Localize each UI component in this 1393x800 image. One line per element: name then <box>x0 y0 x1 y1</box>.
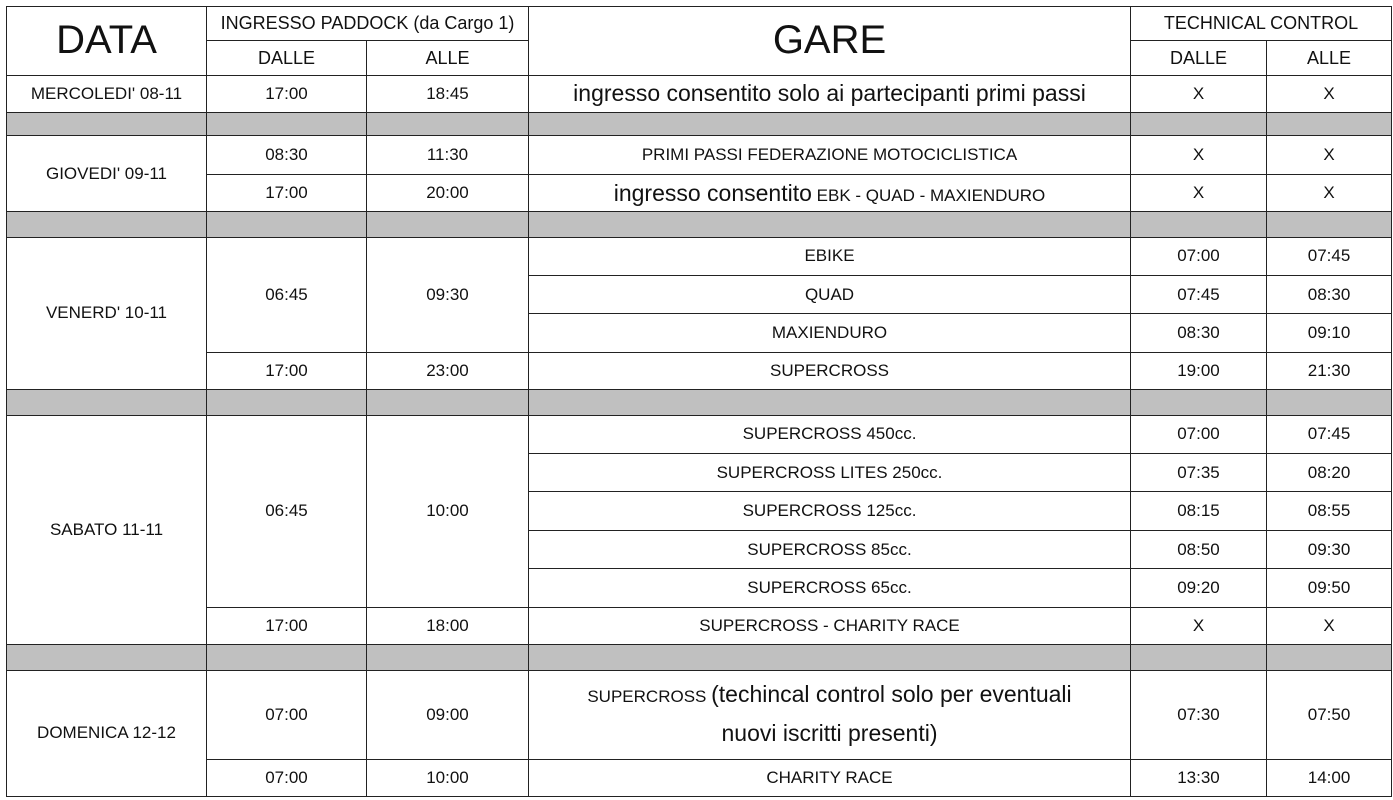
tc-dalle-cell: X <box>1131 75 1267 112</box>
tc-dalle-cell: 07:00 <box>1131 415 1267 453</box>
tc-alle-cell: 07:45 <box>1267 415 1392 453</box>
gara-cell: EBIKE <box>529 237 1131 275</box>
gara-cell: SUPERCROSS 125cc. <box>529 492 1131 530</box>
tc-dalle-cell: 07:35 <box>1131 454 1267 492</box>
tc-alle-cell: 07:45 <box>1267 237 1392 275</box>
tc-dalle-cell: X <box>1131 136 1267 174</box>
header-row-1 <box>7 7 1392 41</box>
data-header: DATA <box>7 7 207 76</box>
tc-dalle-cell: 07:00 <box>1131 237 1267 275</box>
gara-cell: SUPERCROSS LITES 250cc. <box>529 454 1131 492</box>
tc-alle-cell: 09:30 <box>1267 530 1392 568</box>
tc-dalle-cell: X <box>1131 607 1267 644</box>
tc-dalle-cell: 08:15 <box>1131 492 1267 530</box>
ingresso-dalle-cell: 06:45 <box>207 415 367 607</box>
table-row <box>7 415 1392 453</box>
ingresso-alle-cell: 18:00 <box>367 607 529 644</box>
tc-dalle-cell: 08:50 <box>1131 530 1267 568</box>
table-row <box>7 136 1392 174</box>
separator-row <box>7 390 1392 415</box>
gara-cell: CHARITY RACE <box>529 759 1131 797</box>
separator-row <box>7 212 1392 237</box>
table-row <box>7 237 1392 275</box>
ingresso-alle-cell: 11:30 <box>367 136 529 174</box>
tc-alle-cell: X <box>1267 607 1392 644</box>
table-row <box>7 352 1392 389</box>
tc-alle-cell: 09:10 <box>1267 314 1392 352</box>
gara-text-large-line2: nuovi iscritti presenti) <box>721 719 938 746</box>
ingresso-alle-cell: 20:00 <box>367 174 529 211</box>
tc-alle-cell: 21:30 <box>1267 352 1392 389</box>
table-row <box>7 670 1392 759</box>
gara-cell: QUAD <box>529 276 1131 314</box>
gara-text-large: ingresso consentito <box>613 179 812 206</box>
schedule-table <box>6 6 1392 797</box>
tc-dalle-cell: 13:30 <box>1131 759 1267 797</box>
ingresso-dalle-cell: 07:00 <box>207 759 367 797</box>
gara-cell: SUPERCROSS 65cc. <box>529 569 1131 607</box>
tc-dalle-header: DALLE <box>1131 41 1267 75</box>
gara-cell <box>529 174 1131 211</box>
ingresso-dalle-cell: 17:00 <box>207 75 367 112</box>
ingresso-alle-cell: 10:00 <box>367 415 529 607</box>
ingresso-alle-cell: 23:00 <box>367 352 529 389</box>
tc-dalle-cell: 08:30 <box>1131 314 1267 352</box>
separator-row <box>7 645 1392 670</box>
day-cell: DOMENICA 12-12 <box>7 670 207 797</box>
tc-alle-cell: X <box>1267 75 1392 112</box>
gara-cell: MAXIENDURO <box>529 314 1131 352</box>
ingresso-alle-header: ALLE <box>367 41 529 75</box>
gara-cell: SUPERCROSS 450cc. <box>529 415 1131 453</box>
ingresso-dalle-cell: 17:00 <box>207 607 367 644</box>
gara-cell: PRIMI PASSI FEDERAZIONE MOTOCICLISTICA <box>529 136 1131 174</box>
ingresso-paddock-header: INGRESSO PADDOCK (da Cargo 1) <box>207 7 529 41</box>
ingresso-dalle-cell: 17:00 <box>207 352 367 389</box>
gara-cell: SUPERCROSS - CHARITY RACE <box>529 607 1131 644</box>
table-row <box>7 75 1392 112</box>
ingresso-dalle-cell: 08:30 <box>207 136 367 174</box>
tc-dalle-cell: X <box>1131 174 1267 211</box>
table-row <box>7 759 1392 797</box>
ingresso-dalle-header: DALLE <box>207 41 367 75</box>
tc-dalle-cell: 09:20 <box>1131 569 1267 607</box>
gara-cell: ingresso consentito solo ai partecipanti primi passi <box>529 75 1131 112</box>
gara-cell <box>529 670 1131 759</box>
tc-alle-cell: 07:50 <box>1267 670 1392 759</box>
gara-text-small: EBK - QUAD - MAXIENDURO <box>816 185 1046 205</box>
tc-alle-cell: 08:55 <box>1267 492 1392 530</box>
gara-cell: SUPERCROSS 85cc. <box>529 530 1131 568</box>
day-cell: MERCOLEDI' 08-11 <box>7 75 207 112</box>
separator-row <box>7 113 1392 136</box>
gara-text-small: SUPERCROSS <box>587 686 707 706</box>
tc-alle-cell: 08:30 <box>1267 276 1392 314</box>
tc-dalle-cell: 19:00 <box>1131 352 1267 389</box>
ingresso-dalle-cell: 06:45 <box>207 237 367 352</box>
ingresso-alle-cell: 18:45 <box>367 75 529 112</box>
gara-cell: SUPERCROSS <box>529 352 1131 389</box>
gara-text-large: (techincal control solo per eventuali <box>711 680 1072 707</box>
tc-alle-header: ALLE <box>1267 41 1392 75</box>
ingresso-dalle-cell: 07:00 <box>207 670 367 759</box>
tc-alle-cell: 08:20 <box>1267 454 1392 492</box>
day-cell: GIOVEDI' 09-11 <box>7 136 207 212</box>
tc-dalle-cell: 07:45 <box>1131 276 1267 314</box>
ingresso-alle-cell: 09:00 <box>367 670 529 759</box>
gare-header: GARE <box>529 7 1131 76</box>
tc-alle-cell: 09:50 <box>1267 569 1392 607</box>
tc-dalle-cell: 07:30 <box>1131 670 1267 759</box>
technical-control-header: TECHNICAL CONTROL <box>1131 7 1392 41</box>
tc-alle-cell: X <box>1267 136 1392 174</box>
ingresso-alle-cell: 09:30 <box>367 237 529 352</box>
ingresso-dalle-cell: 17:00 <box>207 174 367 211</box>
tc-alle-cell: 14:00 <box>1267 759 1392 797</box>
table-row <box>7 174 1392 211</box>
day-cell: SABATO 11-11 <box>7 415 207 645</box>
tc-alle-cell: X <box>1267 174 1392 211</box>
day-cell: VENERD' 10-11 <box>7 237 207 390</box>
table-row <box>7 607 1392 644</box>
ingresso-alle-cell: 10:00 <box>367 759 529 797</box>
